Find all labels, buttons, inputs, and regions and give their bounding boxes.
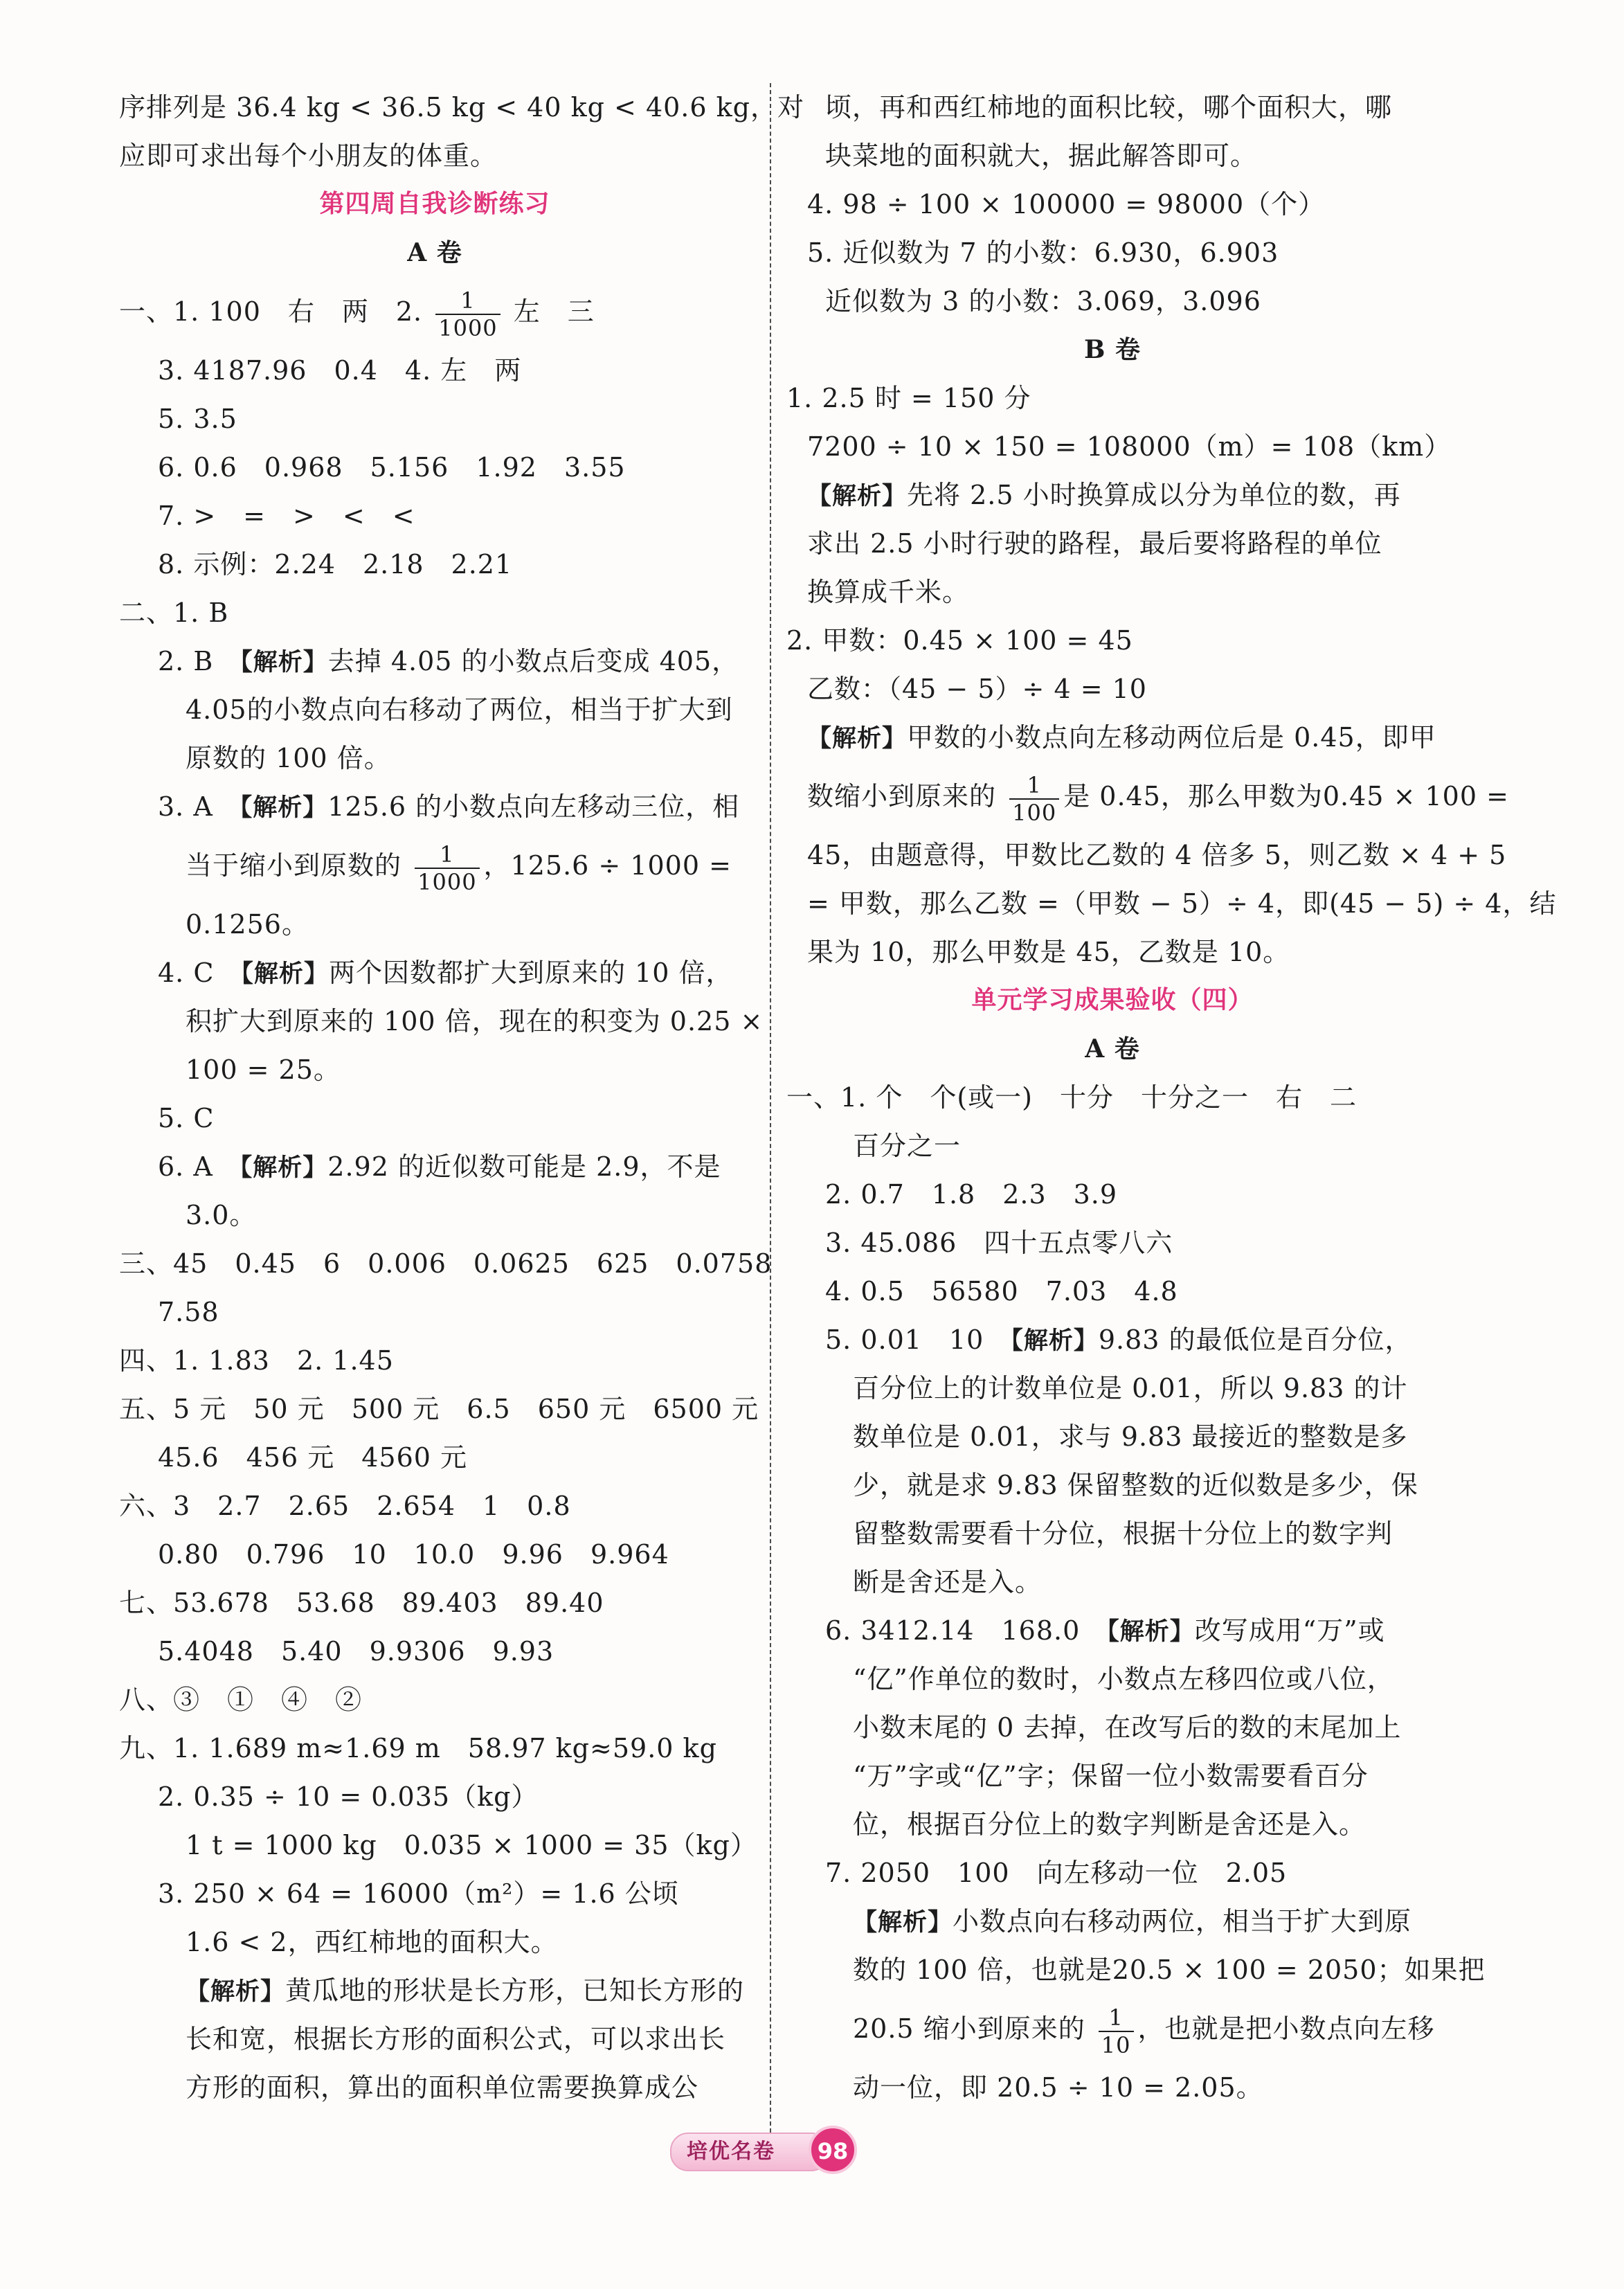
text-line: 7.58 — [158, 1297, 219, 1327]
answer-yi-1 — [119, 277, 750, 346]
text-line: 断是舍还是入。 — [853, 1567, 1043, 1597]
answer-yi-8: 8. 示例：2.24 2.18 2.21 — [158, 549, 513, 580]
answer-er-5: 5. C — [158, 1103, 215, 1133]
left-column — [119, 83, 804, 2112]
text-line: 原数的 100 倍。 — [186, 743, 391, 773]
fraction — [1009, 772, 1059, 826]
section-title-week4: 第四周自我诊断练习 — [319, 190, 550, 218]
analysis-tag: 【解析】 — [241, 960, 329, 988]
text-line: 积扩大到原来的 100 倍，现在的积变为 0.25 × — [186, 1006, 764, 1036]
analysis-tag: 【解析】 — [1011, 1327, 1099, 1355]
text-line: = 甲数，那么乙数 =（甲数 − 5）÷ 4，即(45 − 5) ÷ 4，结 — [807, 888, 1557, 919]
text-line: 近似数为 3 的小数：3.069，3.096 — [825, 286, 1261, 316]
text-line: 求出 2.5 小时行驶的路程，最后要将路程的单位 — [807, 528, 1382, 559]
text-line: 0.1256。 — [186, 909, 309, 940]
text-segment: 6. A — [158, 1151, 240, 1182]
text-segment: 125.6 的小数点向左移动三位，相 — [327, 791, 740, 822]
text-segment: 甲数的小数点向左移动两位后是 0.45，即甲 — [907, 722, 1436, 753]
text-line — [786, 713, 1438, 762]
text-line: 1.6 < 2，西红柿地的面积大。 — [186, 1927, 558, 1957]
answer-yi-6: 6. 0.6 0.968 5.156 1.92 3.55 — [158, 452, 626, 483]
answer-yi-7: 7. > = > < < — [158, 501, 415, 531]
text-line: “亿”作单位的数时，小数点左移四位或八位， — [853, 1664, 1394, 1694]
analysis-tag: 【解析】 — [807, 725, 908, 753]
text-line: 百分之一 — [853, 1131, 962, 1161]
text-line: 乙数：（45 − 5）÷ 4 = 10 — [807, 674, 1147, 704]
text-line: 5.4048 5.40 9.9306 9.93 — [158, 1636, 554, 1667]
text-line: 位，根据百分位上的数字判断是舍还是入。 — [853, 1809, 1366, 1840]
analysis-tag: 【解析】 — [240, 794, 328, 822]
answer-qi: 七、53.678 53.68 89.403 89.40 — [119, 1588, 604, 1618]
analysis-tag: 【解析】 — [240, 1154, 328, 1182]
text-segment: 4. C — [158, 958, 242, 988]
answer-jiu-2: 2. 0.35 ÷ 10 = 0.035（kg） — [158, 1781, 539, 1812]
text-segment: 6. 3412.14 168.0 — [825, 1615, 1108, 1646]
text-line: 动一位，即 20.5 ÷ 10 = 2.05。 — [853, 2072, 1263, 2103]
text-segment: 一、1. 100 右 两 2. — [119, 296, 423, 327]
text-line: 方形的面积，算出的面积单位需要换算成公 — [186, 2072, 699, 2103]
answer-yi-3: 3. 4187.96 0.4 4. 左 两 — [158, 355, 522, 386]
fraction-numerator: 1 — [415, 841, 479, 869]
text-line — [786, 1897, 1438, 1946]
answer-si: 四、1. 1.83 2. 1.45 — [119, 1345, 394, 1376]
text-line — [786, 1994, 1438, 2063]
fraction-denominator: 1000 — [417, 868, 477, 895]
analysis-tag: 【解析】 — [186, 1978, 286, 2006]
text-line: 换算成千米。 — [807, 577, 970, 607]
answer-y-4: 4. 0.5 56580 7.03 4.8 — [825, 1276, 1178, 1307]
text-line: 数单位是 0.01，求与 9.83 最接近的整数是多 — [853, 1421, 1408, 1452]
text-line: “万”字或“亿”字；保留一位小数需要看百分 — [853, 1761, 1369, 1791]
answer-5: 5. 近似数为 7 的小数：6.930，6.903 — [807, 237, 1279, 268]
answer-4: 4. 98 ÷ 100 × 100000 = 98000（个） — [807, 189, 1326, 219]
text-line: 序排列是 36.4 kg < 36.5 kg < 40 kg < 40.6 kg，对 — [119, 92, 804, 123]
fraction-denominator: 1000 — [438, 314, 498, 341]
text-segment: 左 三 — [513, 296, 595, 327]
answer-yi-5: 5. 3.5 — [158, 404, 237, 434]
paper-a-title: A 卷 — [407, 238, 462, 267]
answer-er-3 — [119, 782, 750, 831]
right-column — [786, 83, 1557, 2112]
text-line: 顷，再和西红柿地的面积比较，哪个面积大，哪 — [825, 92, 1393, 123]
fraction-numerator: 1 — [1099, 2004, 1134, 2032]
section-title-unit4: 单元学习成果验收（四） — [971, 986, 1254, 1014]
text-line — [119, 1966, 750, 2015]
answer-wu: 五、5 元 50 元 500 元 6.5 650 元 6500 元 — [119, 1394, 759, 1424]
footer-title: 培优名卷 — [687, 2139, 775, 2164]
answer-y-5 — [786, 1316, 1438, 1364]
text-segment: 当于缩小到原数的 — [186, 850, 402, 881]
text-segment: ，125.6 ÷ 1000 = — [483, 850, 732, 881]
text-segment: 两个因数都扩大到原来的 10 倍， — [328, 958, 733, 988]
fraction-numerator: 1 — [435, 287, 500, 315]
text-line — [119, 831, 750, 900]
answer-san: 三、45 0.45 6 0.006 0.0625 625 0.0758 — [119, 1248, 773, 1279]
text-line: 长和宽，根据长方形的面积公式，可以求出长 — [186, 2024, 726, 2054]
text-line: 45，由题意得，甲数比乙数的 4 倍多 5，则乙数 × 4 + 5 — [807, 840, 1507, 870]
text-segment: 数缩小到原来的 — [807, 781, 997, 811]
text-segment: 2. B — [158, 646, 241, 676]
fraction-denominator: 100 — [1012, 799, 1057, 826]
answer-er-2 — [119, 637, 750, 685]
analysis-tag: 【解析】 — [240, 649, 328, 676]
text-line: 7200 ÷ 10 × 150 = 108000（m）= 108（km） — [807, 431, 1452, 462]
paper-a-title: A 卷 — [1085, 1034, 1140, 1063]
analysis-tag: 【解析】 — [807, 483, 908, 510]
text-line: 100 = 25。 — [186, 1054, 341, 1085]
answer-er-4 — [119, 949, 750, 997]
text-segment: 改写成用“万”或 — [1194, 1615, 1385, 1646]
text-segment: 小数点向右移动两位，相当于扩大到原 — [953, 1906, 1412, 1937]
answer-er-1: 二、1. B — [119, 598, 229, 628]
answer-liu: 六、3 2.7 2.65 2.654 1 0.8 — [119, 1491, 571, 1521]
text-segment: 去掉 4.05 的小数点后变成 405， — [327, 646, 739, 676]
text-line: 数的 100 倍，也就是20.5 × 100 = 2050；如果把 — [853, 1955, 1486, 1985]
answer-ba: 八、③ ① ④ ② — [119, 1685, 363, 1715]
text-segment: 20.5 缩小到原来的 — [853, 2013, 1085, 2044]
answer-y-6 — [786, 1606, 1438, 1655]
analysis-tag: 【解析】 — [1107, 1618, 1195, 1646]
text-line: 45.6 456 元 4560 元 — [158, 1442, 468, 1473]
text-line: 4.05的小数点向右移动了两位，相当于扩大到 — [186, 694, 733, 725]
fraction — [415, 841, 479, 895]
fraction-numerator: 1 — [1009, 772, 1059, 800]
page-number: 98 — [817, 2138, 849, 2164]
text-line: 3.0。 — [186, 1200, 257, 1230]
fraction-denominator: 10 — [1101, 2031, 1131, 2058]
page-footer — [670, 2126, 878, 2174]
text-line — [786, 762, 1509, 831]
answer-er-6 — [119, 1142, 750, 1191]
text-line: 块菜地的面积就大，据此解答即可。 — [825, 141, 1258, 171]
fraction — [1099, 2004, 1134, 2058]
answer-y-7: 7. 2050 100 向左移动一位 2.05 — [825, 1858, 1288, 1888]
page-number-badge — [809, 2126, 857, 2174]
answer-y-3: 3. 45.086 四十五点零八六 — [825, 1228, 1173, 1258]
text-line: 少，就是求 9.83 保留整数的近似数是多少，保 — [853, 1470, 1418, 1500]
column-divider — [770, 83, 771, 2133]
text-segment: 5. 0.01 10 — [825, 1325, 1011, 1355]
text-line — [786, 471, 1438, 519]
text-line: 果为 10，那么甲数是 45，乙数是 10。 — [807, 937, 1290, 967]
answer-b-1: 1. 2.5 时 = 150 分 — [786, 383, 1031, 413]
answer-b-2: 2. 甲数：0.45 × 100 = 45 — [786, 625, 1133, 656]
text-line: 百分位上的计数单位是 0.01，所以 9.83 的计 — [853, 1373, 1408, 1403]
text-segment: ，也就是把小数点向左移 — [1137, 2013, 1435, 2044]
text-line: 0.80 0.796 10 10.0 9.96 9.964 — [158, 1539, 669, 1570]
text-segment: 是 0.45，那么甲数为0.45 × 100 = — [1063, 781, 1509, 811]
answer-y-2: 2. 0.7 1.8 2.3 3.9 — [825, 1179, 1118, 1210]
text-segment: 2.92 的近似数可能是 2.9，不是 — [327, 1151, 721, 1182]
analysis-tag: 【解析】 — [853, 1909, 953, 1937]
text-line: 应即可求出每个小朋友的体重。 — [119, 141, 498, 171]
text-segment: 9.83 的最低位是百分位， — [1098, 1325, 1412, 1355]
answer-y-1: 一、1. 个 个(或一) 十分 十分之一 右 二 — [786, 1082, 1357, 1113]
answer-jiu-3: 3. 250 × 64 = 16000（m²）= 1.6 公顷 — [158, 1878, 679, 1909]
answer-jiu-1: 九、1. 1.689 m≈1.69 m 58.97 kg≈59.0 kg — [119, 1733, 717, 1763]
paper-b-title: B 卷 — [1084, 335, 1141, 364]
text-line: 留整数需要看十分位，根据十分位上的数字判 — [853, 1518, 1393, 1549]
text-segment: 黄瓜地的形状是长方形，已知长方形的 — [285, 1975, 745, 2006]
text-segment: 先将 2.5 小时换算成以分为单位的数，再 — [907, 480, 1401, 510]
text-segment: 3. A — [158, 791, 240, 822]
fraction — [435, 287, 500, 341]
text-line: 小数末尾的 0 去掉，在改写后的数的末尾加上 — [853, 1712, 1402, 1743]
text-line: 1 t = 1000 kg 0.035 × 1000 = 35（kg） — [186, 1830, 757, 1860]
